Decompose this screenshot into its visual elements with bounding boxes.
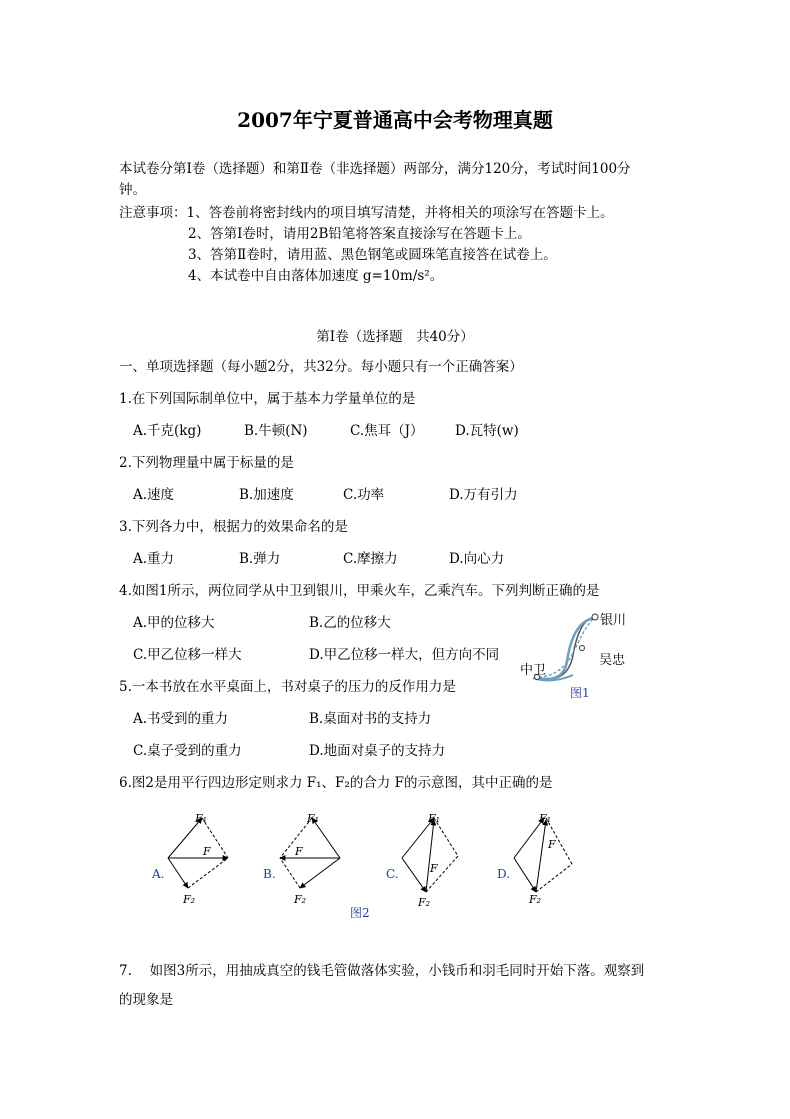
fig2-c-f: F xyxy=(430,862,438,875)
question-6-stem: 6.图2是用平行四边形定则求力 F₁、F₂的合力 F的示意图，其中正确的是 xyxy=(119,775,553,791)
q5-option-d: D.地面对桌子的支持力 xyxy=(309,743,446,759)
q2-option-b: B.加速度 xyxy=(239,487,294,503)
fig2-c-f2: F₂ xyxy=(418,896,431,909)
fig2-option-d: D. xyxy=(497,867,511,881)
label-yinchuan: 银川 xyxy=(600,613,627,628)
q2-option-c: C.功率 xyxy=(343,487,385,503)
question-3-stem: 3.下列各力中，根据力的效果命名的是 xyxy=(119,519,348,535)
fig2-b-f2: F₂ xyxy=(294,893,307,906)
fig2-d-f: F xyxy=(548,838,556,851)
question-7-line-2: 的现象是 xyxy=(119,992,173,1008)
q1-option-b: B.牛顿(N) xyxy=(244,423,308,439)
fig2-a-f: F xyxy=(203,845,211,858)
note-3: 3、答第Ⅱ卷时，请用蓝、黑色钢笔或圆珠笔直接答在试卷上。 xyxy=(188,247,557,263)
fig2-d-f2: F₂ xyxy=(529,893,542,906)
part1-heading: 第Ⅰ卷（选择题 共40分） xyxy=(316,329,474,345)
diagram-a xyxy=(168,818,228,888)
note-1: 注意事项：1、答卷前将密封线内的项目填写清楚，并将相关的项涂写在答题卡上。 xyxy=(119,205,614,221)
q4-option-c: C.甲乙位移一样大 xyxy=(133,647,242,663)
page-title: 2007年宁夏普通高中会考物理真题 xyxy=(237,108,553,132)
intro-line-1: 本试卷分第Ⅰ卷（选择题）和第Ⅱ卷（非选择题）两部分，满分120分，考试时间100分 xyxy=(119,161,631,177)
q1-option-a: A.千克(kg) xyxy=(133,423,202,439)
fig2-a-f1: F₁ xyxy=(195,812,208,825)
q3-option-a: A.重力 xyxy=(133,551,175,567)
fig2-b-f: F xyxy=(295,845,303,858)
q3-option-d: D.向心力 xyxy=(449,551,505,567)
q2-option-a: A.速度 xyxy=(133,487,175,503)
q4-option-b: B.乙的位移大 xyxy=(309,615,391,631)
q5-option-a: A.书受到的重力 xyxy=(133,711,229,727)
diagram-c xyxy=(402,818,458,892)
q5-option-c: C.桌子受到的重力 xyxy=(133,743,242,759)
displacement-path xyxy=(539,618,594,677)
question-7-line-1: 7. 如图3所示，用抽成真空的钱毛管做落体实验，小钱币和羽毛同时开始下落。观察到 xyxy=(119,963,645,979)
diagram-b xyxy=(280,818,340,888)
fig2-d-f1: F₁ xyxy=(539,812,552,825)
label-zhongwei: 中卫 xyxy=(520,663,547,678)
fig2-option-a: A. xyxy=(152,867,165,881)
fig2-c-f1: F₁ xyxy=(428,812,441,825)
note-2: 2、答第Ⅰ卷时，请用2B铅笔将答案直接涂写在答题卡上。 xyxy=(188,226,531,242)
figure-1-caption: 图1 xyxy=(570,686,590,700)
yinchuan-marker xyxy=(592,614,598,620)
figure-2-caption: 图2 xyxy=(350,906,370,920)
fig2-b-f1: F₁ xyxy=(307,812,320,825)
fig2-a-f2: F₂ xyxy=(183,893,196,906)
section1-heading: 一、单项选择题（每小题2分，共32分。每小题只有一个正确答案） xyxy=(119,359,523,375)
question-4-stem: 4.如图1所示，两位同学从中卫到银川，甲乘火车，乙乘汽车。下列判断正确的是 xyxy=(119,583,600,599)
note-4: 4、本试卷中自由落体加速度 g=10m/s²。 xyxy=(188,268,444,284)
question-1-stem: 1.在下列国际制单位中，属于基本力学量单位的是 xyxy=(119,391,416,407)
q1-option-c: C.焦耳（J） xyxy=(350,423,424,439)
q4-option-a: A.甲的位移大 xyxy=(133,615,215,631)
wuzhong-marker xyxy=(580,646,585,651)
intro-line-2: 钟。 xyxy=(119,182,146,198)
q1-option-d: D.瓦特(w) xyxy=(455,423,519,439)
q3-option-b: B.弹力 xyxy=(239,551,281,567)
fig2-option-c: C. xyxy=(386,867,399,881)
question-2-stem: 2.下列物理量中属于标量的是 xyxy=(119,455,294,471)
q5-option-b: B.桌面对书的支持力 xyxy=(309,711,432,727)
diagram-d xyxy=(514,818,572,892)
question-5-stem: 5.一本书放在水平桌面上，书对桌子的压力的反作用力是 xyxy=(119,679,456,695)
q2-option-d: D.万有引力 xyxy=(449,487,518,503)
q3-option-c: C.摩擦力 xyxy=(343,551,398,567)
q4-option-d: D.甲乙位移一样大，但方向不同 xyxy=(309,647,500,663)
fig2-option-b: B. xyxy=(263,867,276,881)
label-wuzhong: 吴忠 xyxy=(599,653,626,668)
